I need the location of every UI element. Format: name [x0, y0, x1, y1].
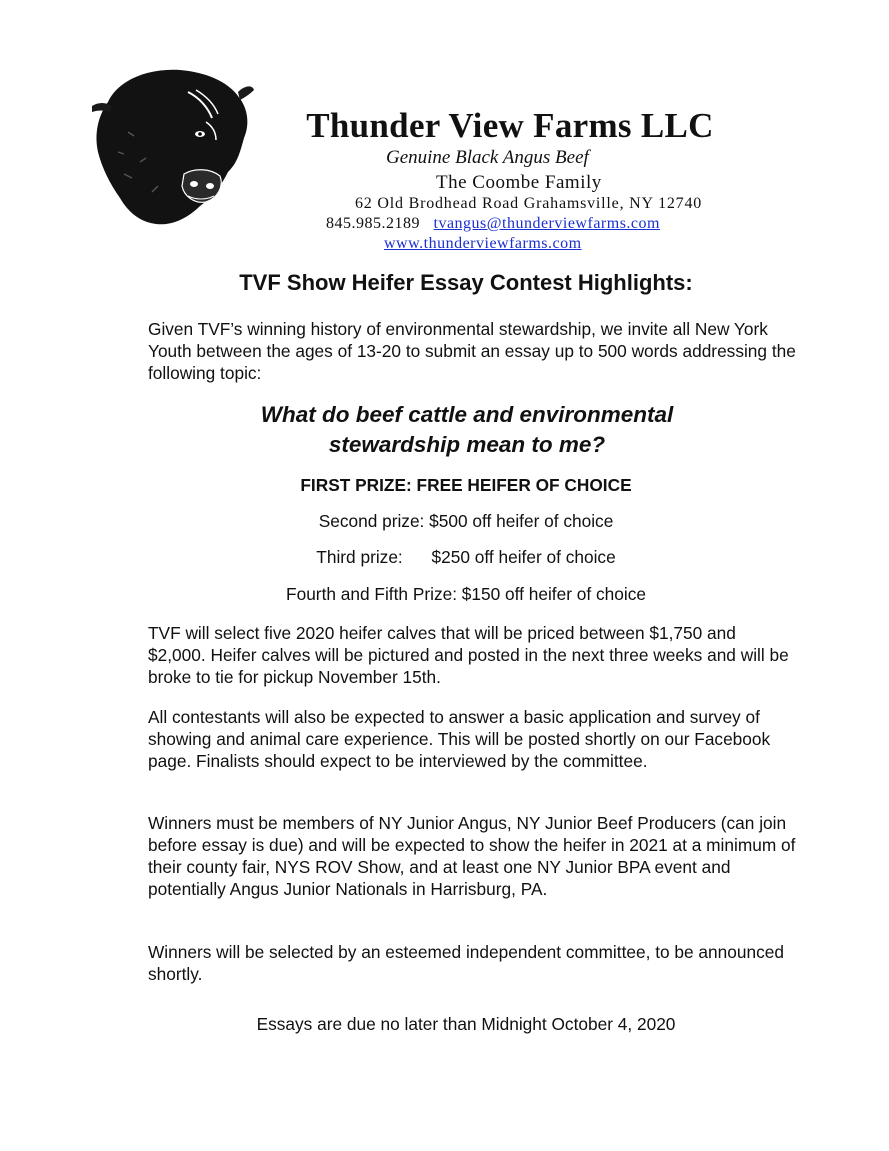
postal-address: 62 Old Brodhead Road Grahamsville, NY 12740	[355, 195, 703, 212]
eligibility-paragraph: Winners must be members of NY Junior Angus, NY Junior Beef Producers (can join before essay is due) and will be expected to show the heifer in 2021 at a minimum of their county fair, NYS ROV Show, and at least one NY Junior BPA event and potentially Angus Junior Nationals in Harrisburg, PA.	[148, 813, 796, 899]
website-link[interactable]: www.thunderviewfarms.com	[384, 235, 582, 252]
family-name: The Coombe Family	[436, 172, 602, 193]
website-line	[384, 234, 582, 254]
company-name: Thunder View Farms LLC	[306, 106, 714, 145]
phone-number: 845.985.2189	[326, 215, 420, 232]
deadline-notice: Essays are due no later than Midnight October 4, 2020	[256, 1014, 676, 1034]
page-title: TVF Show Heifer Essay Contest Highlights:	[239, 270, 693, 295]
first-prize: FIRST PRIZE: FREE HEIFER OF CHOICE	[300, 475, 632, 495]
contact-line	[326, 214, 660, 234]
selection-paragraph: TVF will select five 2020 heifer calves that will be priced between $1,750 and $2,000. Heifer calves will be pictured and posted in the next three weeks and will be broke to tie for pickup November 15th.	[148, 623, 789, 687]
essay-topic: What do beef cattle and environmental stewardship mean to me?	[260, 402, 674, 457]
third-prize: Third prize: $250 off heifer of choice	[316, 547, 616, 567]
intro-paragraph: Given TVF’s winning history of environmental stewardship, we invite all New York Youth between the ages of 13-20 to submit an essay up to 500 words addressing the following topic:	[148, 319, 796, 383]
application-paragraph: All contestants will also be expected to answer a basic application and survey of showing and animal care experience. This will be posted shortly on our Facebook page. Finalists should expect to be interviewed by the committee.	[148, 707, 771, 771]
company-tagline: Genuine Black Angus Beef	[386, 147, 589, 168]
second-prize: Second prize: $500 off heifer of choice	[318, 511, 614, 531]
fourth-fifth-prize: Fourth and Fifth Prize: $150 off heifer of choice	[286, 584, 646, 604]
email-link[interactable]: tvangus@thunderviewfarms.com	[433, 215, 660, 232]
committee-paragraph: Winners will be selected by an esteemed independent committee, to be announced shortly.	[148, 942, 784, 984]
